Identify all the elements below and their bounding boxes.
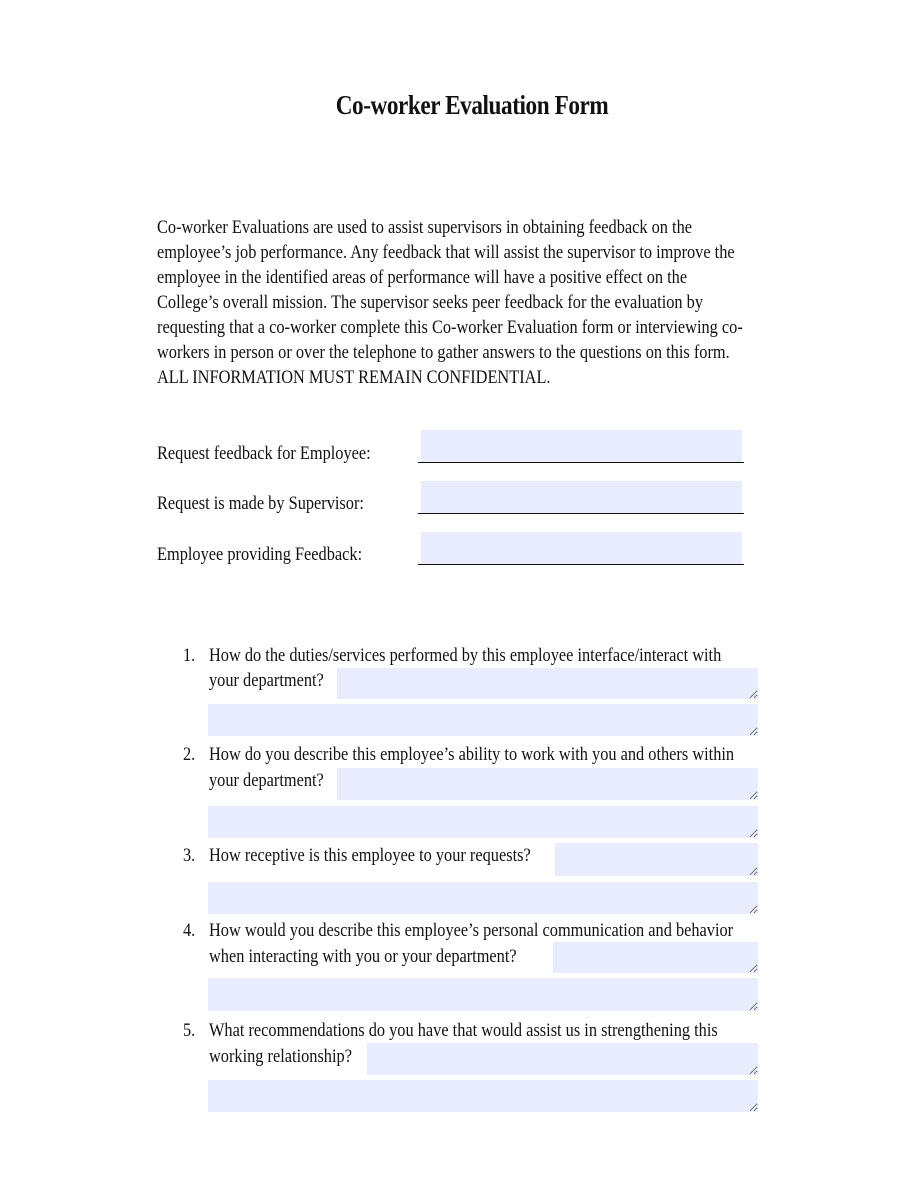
employee-field-label: Request feedback for Employee: bbox=[157, 443, 371, 464]
question-2-answer-field-extra[interactable] bbox=[208, 806, 758, 838]
question-4-text: How would you describe this employee’s personal communication and behavior bbox=[209, 920, 734, 941]
question-1-text: your department? bbox=[209, 670, 324, 691]
intro-line: employee in the identified areas of performance will have a positive effect on the bbox=[157, 267, 688, 288]
question-5-text: working relationship? bbox=[209, 1046, 352, 1067]
intro-line: requesting that a co-worker complete this Co-worker Evaluation form or interviewing co- bbox=[157, 317, 743, 338]
page-title: Co-worker Evaluation Form bbox=[335, 90, 609, 120]
question-1-number: 1. bbox=[183, 645, 196, 666]
question-3-answer-field-extra[interactable] bbox=[208, 882, 758, 914]
question-1-answer-field-extra[interactable] bbox=[208, 704, 758, 736]
intro-confidential-notice: ALL INFORMATION MUST REMAIN CONFIDENTIAL. bbox=[157, 367, 551, 388]
question-4-answer-field[interactable] bbox=[553, 942, 758, 973]
intro-line: workers in person or over the telephone to gather answers to the questions on this form. bbox=[157, 342, 730, 363]
employee-field[interactable] bbox=[421, 430, 742, 462]
question-5-number: 5. bbox=[183, 1020, 196, 1041]
question-2-text: How do you describe this employee’s ability to work with you and others within bbox=[209, 744, 735, 765]
question-2-answer-field[interactable] bbox=[337, 768, 758, 800]
question-3-number: 3. bbox=[183, 845, 196, 866]
intro-paragraph bbox=[157, 215, 838, 390]
feedback-provider-field-underline bbox=[418, 564, 744, 565]
question-3-text: How receptive is this employee to your requests? bbox=[209, 845, 531, 866]
question-1-answer-field[interactable] bbox=[337, 668, 758, 699]
question-2-text: your department? bbox=[209, 770, 324, 791]
question-4-number: 4. bbox=[183, 920, 196, 941]
supervisor-field[interactable] bbox=[421, 481, 742, 513]
feedback-provider-field-label: Employee providing Feedback: bbox=[157, 544, 363, 565]
feedback-provider-field[interactable] bbox=[421, 532, 742, 564]
employee-field-underline bbox=[418, 462, 744, 463]
question-1-text: How do the duties/services performed by this employee interface/interact with bbox=[209, 645, 722, 666]
intro-line: College’s overall mission. The supervisor seeks peer feedback for the evaluation by bbox=[157, 292, 704, 313]
question-4-text: when interacting with you or your department? bbox=[209, 946, 517, 967]
supervisor-field-underline bbox=[418, 513, 744, 514]
question-5-text: What recommendations do you have that would assist us in strengthening this bbox=[209, 1020, 718, 1041]
question-4-answer-field-extra[interactable] bbox=[208, 978, 758, 1011]
supervisor-field-label: Request is made by Supervisor: bbox=[157, 493, 364, 514]
intro-line: employee’s job performance. Any feedback that will assist the supervisor to improve the bbox=[157, 242, 735, 263]
question-5-answer-field-extra[interactable] bbox=[208, 1080, 758, 1112]
question-3-answer-field[interactable] bbox=[555, 843, 758, 876]
intro-line: Co-worker Evaluations are used to assist supervisors in obtaining feedback on the bbox=[157, 217, 693, 238]
question-2-number: 2. bbox=[183, 744, 196, 765]
question-5-answer-field[interactable] bbox=[367, 1043, 758, 1075]
